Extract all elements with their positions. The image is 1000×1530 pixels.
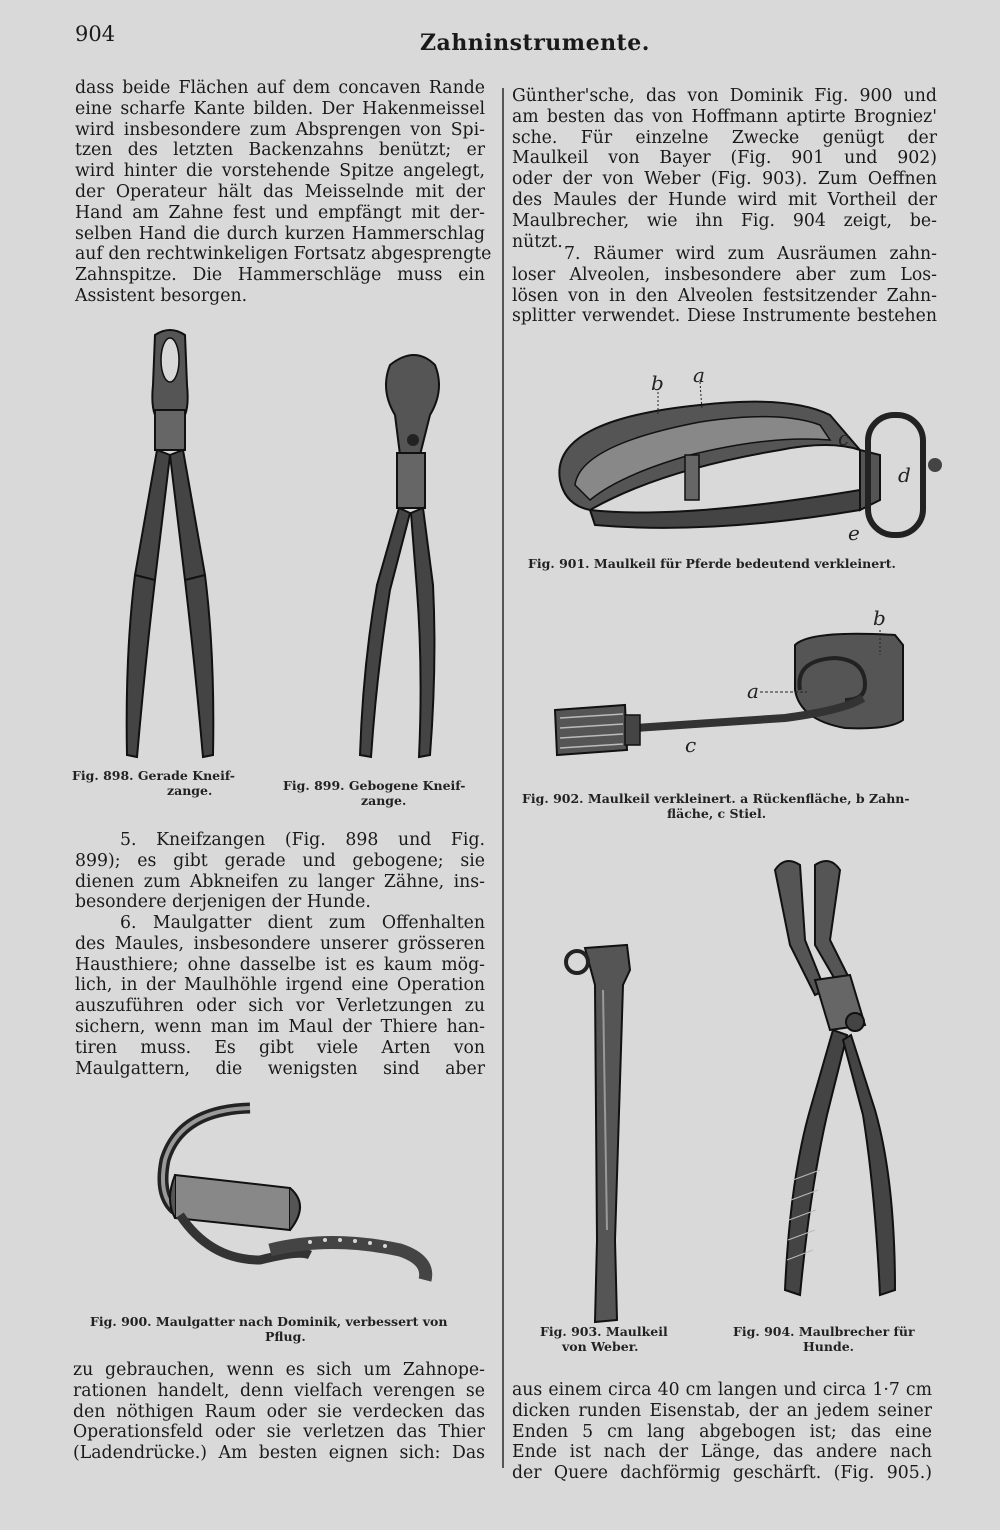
fig-901-label-a: a — [693, 363, 705, 387]
text-line: der Operateur hält das Meisselnde mit der — [75, 181, 485, 202]
fig-902-label-c: c — [685, 733, 697, 757]
caption-line: Fig. 900. Maulgatter nach Dominik, verbessert von — [90, 1314, 448, 1329]
text-line: Hand am Zahne fest und empfängt mit der- — [75, 202, 485, 223]
fig-900-mouth-gag — [150, 1100, 470, 1320]
fig-901-label-b: b — [651, 371, 664, 395]
fig-902-caption — [522, 791, 942, 821]
fig-900-caption — [90, 1314, 480, 1344]
text-line: loser Alveolen, insbesondere aber zum Los- — [512, 264, 937, 285]
text-line: Assistent besorgen. — [75, 285, 248, 306]
fig-898-caption — [72, 768, 262, 798]
fig-899-curved-pincer — [335, 345, 455, 770]
text-line: den nöthigen Raum oder sie verdecken das — [73, 1401, 485, 1422]
fig-904-caption — [733, 1324, 933, 1354]
fig-904-mouth-spreader — [755, 850, 925, 1320]
text-line: splitter verwendet. Diese Instrumente bestehen — [512, 306, 937, 327]
text-line: dienen zum Abkneifen zu langer Zähne, ins- — [75, 871, 485, 892]
left-paragraph-3 — [75, 913, 485, 1079]
left-paragraph-2 — [75, 830, 485, 913]
fig-901-horse-mouth-wedge — [530, 360, 950, 560]
text-line: Günther'sche, das von Dominik Fig. 900 und — [512, 86, 937, 106]
right-paragraph-1 — [512, 86, 937, 252]
left-paragraph-1 — [75, 78, 492, 307]
text-line: lich, in der Maulhöhle irgend eine Operation — [75, 975, 485, 996]
text-line: dicken runden Eisenstab, der an jedem seiner — [512, 1400, 932, 1421]
text-line: des Maules der Hunde wird mit Vortheil der — [512, 189, 937, 210]
text-line: Zahnspitze. Die Hammerschläge muss ein — [75, 265, 485, 286]
fig-903-weber-wedge — [555, 940, 645, 1325]
text-line: des Maules, insbesondere unserer grösseren — [75, 933, 485, 954]
page-title: Zahninstrumente. — [420, 30, 650, 56]
caption-line: zange. — [167, 783, 213, 798]
text-line: tzen des letzten Backenzahns benützt; er — [75, 140, 485, 161]
page-number: 904 — [75, 22, 116, 46]
text-line: Ende ist nach der Länge, das andere nach — [512, 1442, 932, 1463]
fig-899-caption — [283, 778, 493, 808]
text-line: aus einem circa 40 cm langen und circa 1·7 cm — [512, 1380, 932, 1400]
text-line: auszuführen oder sich vor Verletzungen zu — [75, 996, 485, 1017]
text-line: wird insbesondere zum Absprengen von Spi- — [75, 119, 485, 140]
text-line: wird hinter die vorstehende Spitze angelegt, — [75, 161, 485, 182]
text-line: Maulkeil von Bayer (Fig. 901 und 902) — [512, 148, 937, 169]
text-line: dass beide Flächen auf dem concaven Rande — [75, 78, 485, 98]
text-line: 7. Räumer wird zum Ausräumen zahn- — [564, 244, 937, 264]
fig-901-label-c: c — [838, 426, 850, 450]
caption-line: Fig. 904. Maulbrecher für — [733, 1324, 915, 1339]
text-line: (Ladendrücke.) Am besten eignen sich: Das — [73, 1443, 485, 1464]
text-line: Hausthiere; ohne dasselbe ist es kaum mög- — [75, 954, 485, 975]
right-paragraph-2 — [512, 244, 937, 327]
text-line: lösen von in den Alveolen festsitzender Zahn- — [512, 285, 937, 306]
fig-901-label-d: d — [898, 463, 911, 487]
caption-line: Fig. 899. Gebogene Kneif- — [283, 778, 466, 793]
caption-line: Fig. 898. Gerade Kneif- — [72, 768, 235, 783]
text-line: Maulbrecher, wie ihn Fig. 904 zeigt, be- — [512, 210, 937, 231]
caption-line: Fig. 902. Maulkeil verkleinert. a Rückenfläche, b Zahn- — [522, 791, 910, 806]
left-paragraph-4 — [73, 1360, 485, 1464]
text-line: am besten das von Hoffmann aptirte Brogniez' — [512, 106, 937, 127]
fig-902-label-a: a — [747, 679, 759, 703]
fig-903-caption — [540, 1324, 690, 1354]
text-line: 6. Maulgatter dient zum Offenhalten — [120, 913, 485, 933]
text-line: Operationsfeld oder sie verletzen das Thier — [73, 1422, 485, 1443]
text-line: 899); es gibt gerade und gebogene; sie — [75, 850, 485, 871]
text-line: besondere derjenigen der Hunde. — [75, 892, 371, 913]
text-line: rationen handelt, denn vielfach verengen se — [73, 1380, 485, 1401]
text-line: auf den rechtwinkeligen Fortsatz abgesprengte — [75, 244, 492, 265]
fig-902-mouth-wedge — [545, 610, 925, 780]
text-line: eine scharfe Kante bilden. Der Hakenmeissel — [75, 98, 485, 119]
caption-line: Hunde. — [803, 1339, 855, 1354]
fig-898-straight-pincer — [115, 325, 225, 770]
right-paragraph-3 — [512, 1380, 932, 1484]
text-line: nützt. — [512, 231, 563, 252]
caption-line: fläche, c Stiel. — [667, 806, 767, 821]
text-line: Enden 5 cm lang abgebogen ist; das eine — [512, 1421, 932, 1442]
caption-line: Fig. 903. Maulkeil — [540, 1324, 668, 1339]
fig-901-caption: Fig. 901. Maulkeil für Pferde bedeutend verkleinert. — [528, 556, 896, 571]
caption-line: Pflug. — [265, 1329, 306, 1344]
text-line: oder der von Weber (Fig. 903). Zum Oeffnen — [512, 169, 937, 190]
caption-line: von Weber. — [562, 1339, 639, 1354]
text-line: 5. Kneifzangen (Fig. 898 und Fig. — [120, 830, 485, 850]
text-line: selben Hand die durch kurzen Hammerschlag — [75, 223, 485, 244]
text-line: der Quere dachförmig geschärft. (Fig. 905.) — [512, 1463, 932, 1484]
text-line: sichern, wenn man im Maul der Thiere han- — [75, 1016, 485, 1037]
text-line: Maulgattern, die wenigsten sind aber — [75, 1058, 485, 1079]
column-divider — [502, 88, 504, 1468]
text-line: sche. Für einzelne Zwecke genügt der — [512, 127, 937, 148]
text-line: zu gebrauchen, wenn es sich um Zahnope- — [73, 1360, 485, 1380]
fig-902-label-b: b — [873, 610, 886, 630]
caption-line: zange. — [361, 793, 407, 808]
text-line: tiren muss. Es gibt viele Arten von — [75, 1037, 485, 1058]
fig-901-label-e: e — [848, 521, 860, 545]
